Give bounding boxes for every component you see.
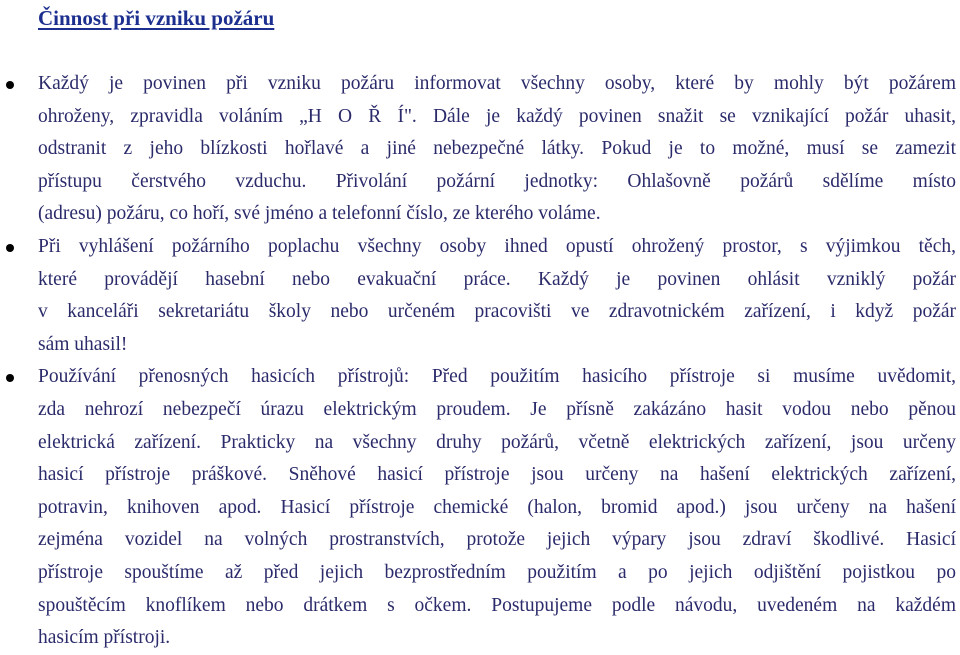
text-line: hasicím přístroji. (38, 627, 171, 649)
text-line: v kanceláři sekretariátu školy nebo určeném pracovišti ve zdravotnickém zařízení, i když požár (38, 301, 956, 323)
text-line: zejména vozidel na volných prostranstvích, protože jejich výpary jsou zdraví škodlivé. Hasicí (38, 529, 956, 551)
text-line: Používání přenosných hasicích přístrojů: Před použitím hasicího přístroje si musíme uvědomit, (38, 366, 956, 388)
section-heading: Činnost při vzniku požáru (38, 6, 275, 30)
text-line: které provádějí hasební nebo evakuační práce. Každý je povinen ohlásit vzniklý požár (38, 268, 956, 290)
text-line: přístupu čerstvého vzduchu. Přivolání požární jednotky: Ohlašovně požárů sdělíme místo (38, 170, 956, 192)
text-line: Při vyhlášení požárního poplachu všechny osoby ihned opustí ohrožený prostor, s výjimkou těch, (38, 235, 956, 257)
list-item (0, 68, 960, 231)
text-line: potravin, knihoven apod. Hasicí přístroje chemické (halon, bromid apod.) jsou určeny na hašení (38, 496, 956, 518)
list-item (0, 361, 960, 654)
text-line: Každý je povinen při vzniku požáru informovat všechny osoby, které by mohly být požárem (38, 73, 956, 94)
bullet-icon (6, 244, 14, 252)
bullet-icon (6, 374, 14, 382)
text-line: přístroje spouštíme až před jejich bezprostředním použitím a po jejich odjištění pojistkou po (38, 561, 956, 583)
text-line: spouštěcím knoflíkem nebo drátkem s očkem. Postupujeme podle návodu, uvedeném na každém (38, 594, 956, 616)
text-line: odstranit z jeho blízkosti hořlavé a jiné nebezpečné látky. Pokud je to možné, musí se zamezit (38, 138, 956, 160)
text-line: sám uhasil! (38, 333, 128, 355)
text-line: zda nehrozí nebezpečí úrazu elektrickým proudem. Je přísně zakázáno hasit vodou nebo pěnou (38, 398, 956, 420)
text-line: hasicí přístroje práškové. Sněhové hasicí přístroje jsou určeny na hašení elektrických zařízení, (38, 464, 956, 486)
bullet-icon (6, 81, 14, 89)
text-line: elektrická zařízení. Prakticky na všechny druhy požárů, včetně elektrických zařízení, jsou určeny (38, 431, 956, 453)
list-item (0, 231, 960, 361)
text-line: ohroženy, zpravidla voláním „H O Ř Í". Dále je každý povinen snažit se vznikající požár uhasit, (38, 105, 956, 127)
text-line: (adresu) požáru, co hoří, své jméno a telefonní číslo, ze kterého voláme. (38, 203, 601, 225)
bullet-list (0, 68, 960, 655)
